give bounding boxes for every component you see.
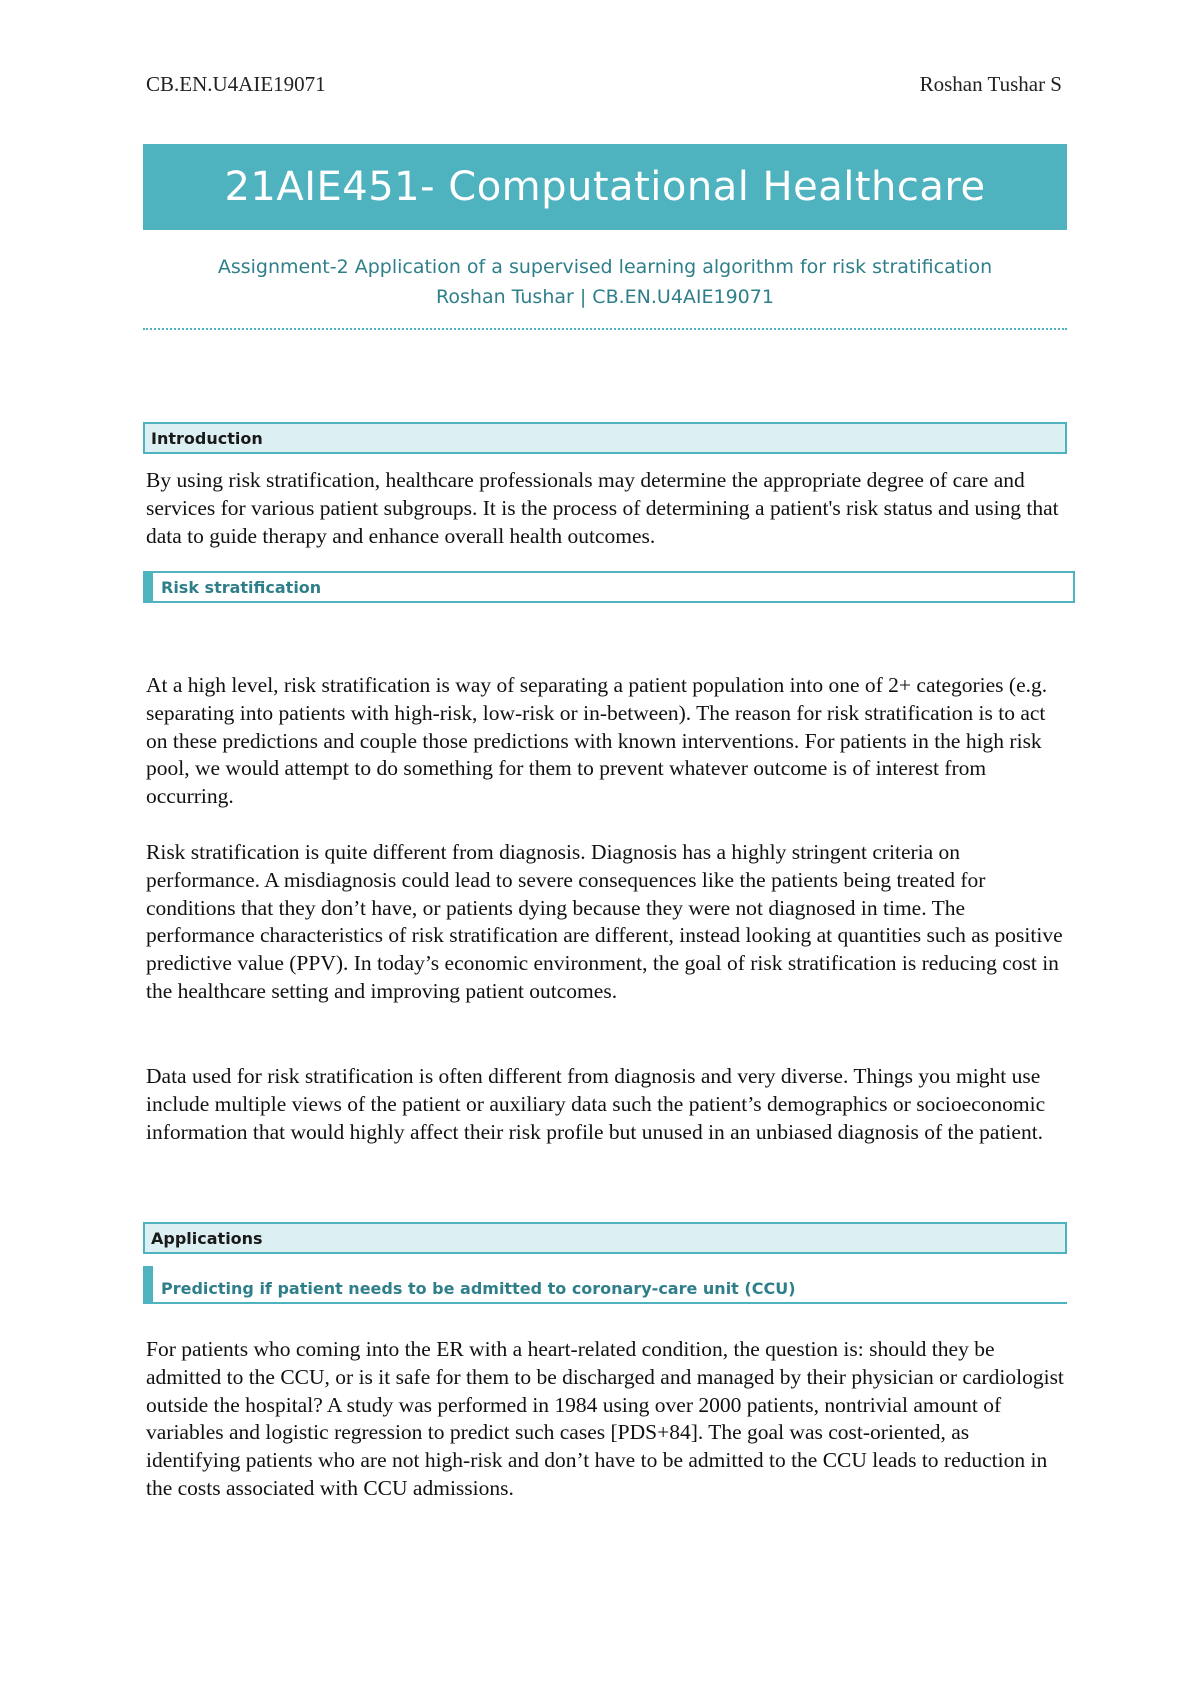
- subtitle-assignment: Assignment-2 Application of a supervised learning algorithm for risk stratification: [217, 256, 993, 278]
- risk-stratification-paragraph-3: Data used for risk stratification is often different from diagnosis and very diverse. Things you might use include multiple views of the patient or auxiliary data such the patient’s demographics or socioeconomic information that would highly affect their risk profile but unused in an unbiased diagnosis of the patient.: [146, 1064, 1046, 1144]
- section-heading-text: Applications: [151, 1228, 263, 1248]
- running-header: [146, 72, 1062, 97]
- document-subtitle: [143, 252, 1067, 312]
- header-student-id: CB.EN.U4AIE19071: [146, 72, 326, 96]
- applications-paragraph: For patients who coming into the ER with a heart-related condition, the question is: should they be admitted to the CCU, or is it safe for them to be discharged and managed by their physician or cardiologist outside the hospital? A study was performed in 1984 using over 2000 patients, nontrivial amount of variables and logistic regression to predict such cases [PDS+84]. The goal was cost-oriented, as identifying patients who are not high-risk and don’t have to be admitted to the CCU leads to reduction in the costs associated with CCU admissions.: [146, 1337, 1064, 1500]
- subtitle-author: Roshan Tushar | CB.EN.U4AIE19071: [436, 286, 774, 308]
- header-author-name: Roshan Tushar S: [919, 72, 1062, 96]
- section-heading-applications: [143, 1222, 1067, 1254]
- subheading-text: Predicting if patient needs to be admitted to coronary-care unit (CCU): [161, 1279, 796, 1298]
- title-banner: [143, 144, 1067, 230]
- section-heading-introduction: [143, 422, 1067, 454]
- section-heading-text: Introduction: [151, 428, 263, 448]
- title-divider: [143, 328, 1067, 330]
- document-title: 21AIE451- Computational Healthcare: [224, 164, 986, 210]
- section-heading-risk-stratification: [143, 571, 1075, 603]
- risk-stratification-paragraph-2: Risk stratification is quite different from diagnosis. Diagnosis has a highly stringent criteria on performance. A misdiagnosis could lead to severe consequences like the patients being treated for conditions that they don’t have, or patients dying because they were not diagnosed in time. The performance characteristics of risk stratification are different, instead looking at quantities such as positive predictive value (PPV). In today’s economic environment, the goal of risk stratification is reducing cost in the healthcare setting and improving patient outcomes.: [146, 840, 1063, 1003]
- subheading-ccu-admission: [143, 1266, 1067, 1304]
- risk-stratification-paragraph-1: At a high level, risk stratification is way of separating a patient population into one of 2+ categories (e.g. separating into patients with high-risk, low-risk or in-between). The reason for risk stratification is to act on these predictions and couple those predictions with known interventions. For patients in the high risk pool, we would attempt to do something for them to prevent whatever outcome is of interest from occurring.: [146, 673, 1048, 809]
- section-heading-text: Risk stratification: [161, 577, 322, 597]
- introduction-paragraph: By using risk stratification, healthcare professionals may determine the appropriate degree of care and services for various patient subgroups. It is the process of determining a patient's risk status and using that data to guide therapy and enhance overall health outcomes.: [146, 468, 1059, 548]
